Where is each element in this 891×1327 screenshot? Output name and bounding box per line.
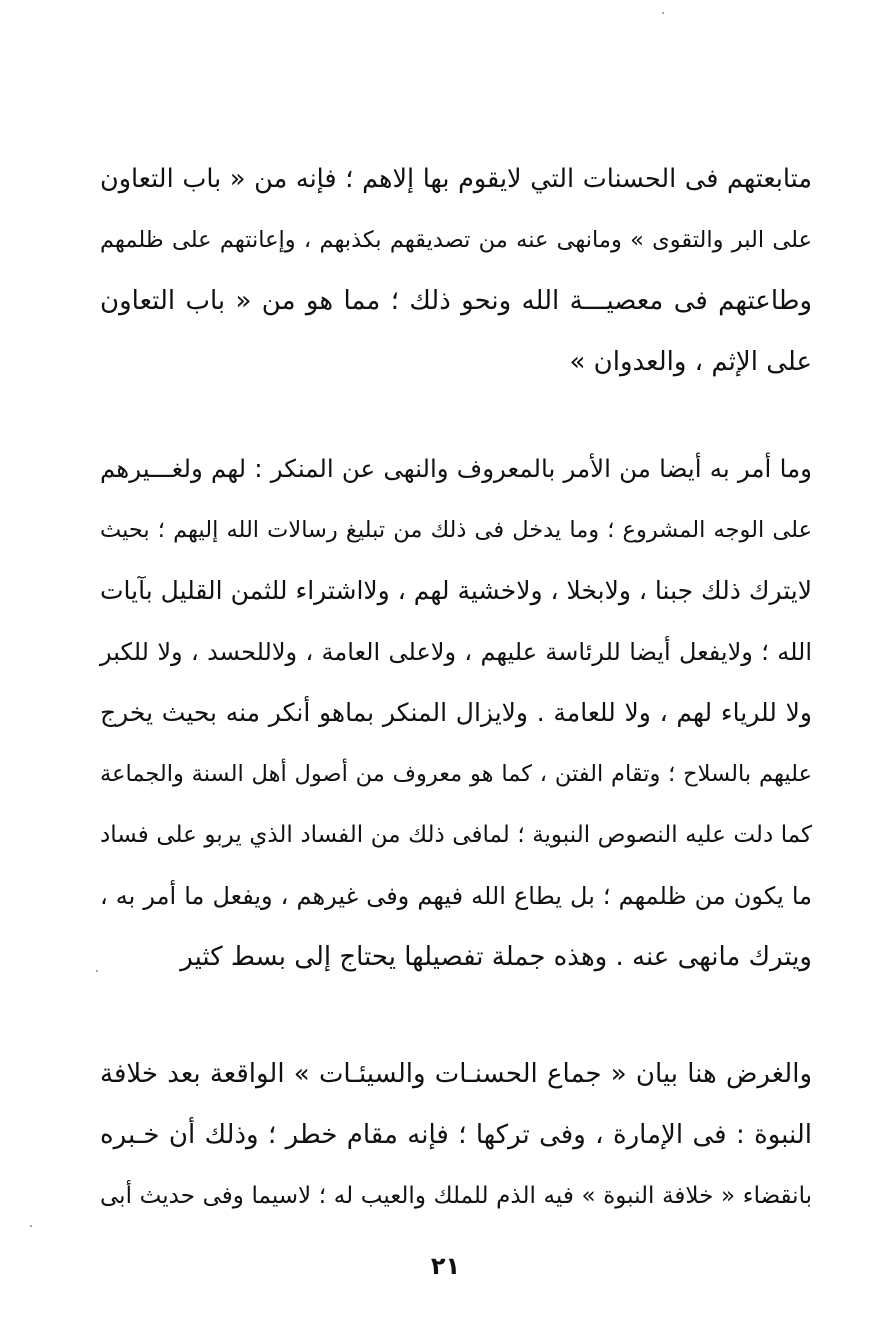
- text-line: الله ؛ ولايفعل أيضا للرئاسة عليهم ، ولاعلى العامة ، ولاللحسد ، ولا للكبر: [100, 638, 812, 666]
- paragraph-1: [100, 150, 812, 390]
- text-line: لايترك ذلك جبنا ، ولابخلا ، ولاخشية لهم ، ولااشتراء للثمن القليل بآيات: [100, 576, 812, 605]
- text-line: وما أمر به أيضا من الأمر بالمعروف والنهى عن المنكر : لهم ولغـــيرهم: [100, 454, 812, 483]
- text-line: النبوة : فى الإمارة ، وفى تركها ؛ فإنه مقام خطر ؛ وذلك أن خـبره: [100, 1120, 812, 1150]
- text-line: كما دلت عليه النصوص النبوية ؛ لمافى ذلك من الفساد الذي يربو على فساد: [100, 822, 812, 848]
- text-line: متابعتهم فى الحسنات التي لايقوم بها إلاهم ؛ فإنه من « باب التعاون: [100, 164, 812, 194]
- text-line: بانقضاء « خلافة النبوة » فيه الذم للملك والعيب له ؛ لاسيما وفى حديث أبى: [100, 1183, 812, 1209]
- text-line: على الإثم ، والعدوان »: [569, 347, 812, 377]
- text-line: ما يكون من ظلمهم ؛ بل يطاع الله فيهم وفى غيرهم ، ويفعل ما أمر به ،: [100, 882, 812, 910]
- text-line: وطاعتهم فى معصيـــة الله ونحو ذلك ؛ مما هو من « باب التعاون: [100, 286, 812, 316]
- text-line: على الوجه المشروع ؛ وما يدخل فى ذلك من تبليغ رسالات الله إليهم ؛ بحيث: [100, 517, 812, 543]
- paragraph-3: [100, 1045, 812, 1225]
- page-number: ٢١: [430, 1252, 461, 1280]
- paragraph-2: [100, 440, 812, 1000]
- text-line: على البر والتقوى » ومانهى عنه من تصديقهم بكذبهم ، وإعانتهم على ظلمهم: [100, 227, 812, 253]
- text-line: ويترك مانهى عنه . وهذه جملة تفصيلها يحتاج إلى بسط كثير: [180, 942, 812, 972]
- scan-speck: [30, 1225, 32, 1227]
- text-line: والغرض هنا بيان « جماع الحسنـات والسيئـات » الواقعة بعد خلافة: [100, 1059, 812, 1089]
- text-line: ولا للرياء لهم ، ولا للعامة . ولايزال المنكر بماهو أنكر منه بحيث يخرج: [100, 698, 812, 727]
- scan-speck: [662, 12, 664, 14]
- text-line: عليهم بالسلاح ؛ وتقام الفتن ، كما هو معروف من أصول أهل السنة والجماعة: [100, 761, 812, 787]
- scan-speck: [96, 970, 98, 972]
